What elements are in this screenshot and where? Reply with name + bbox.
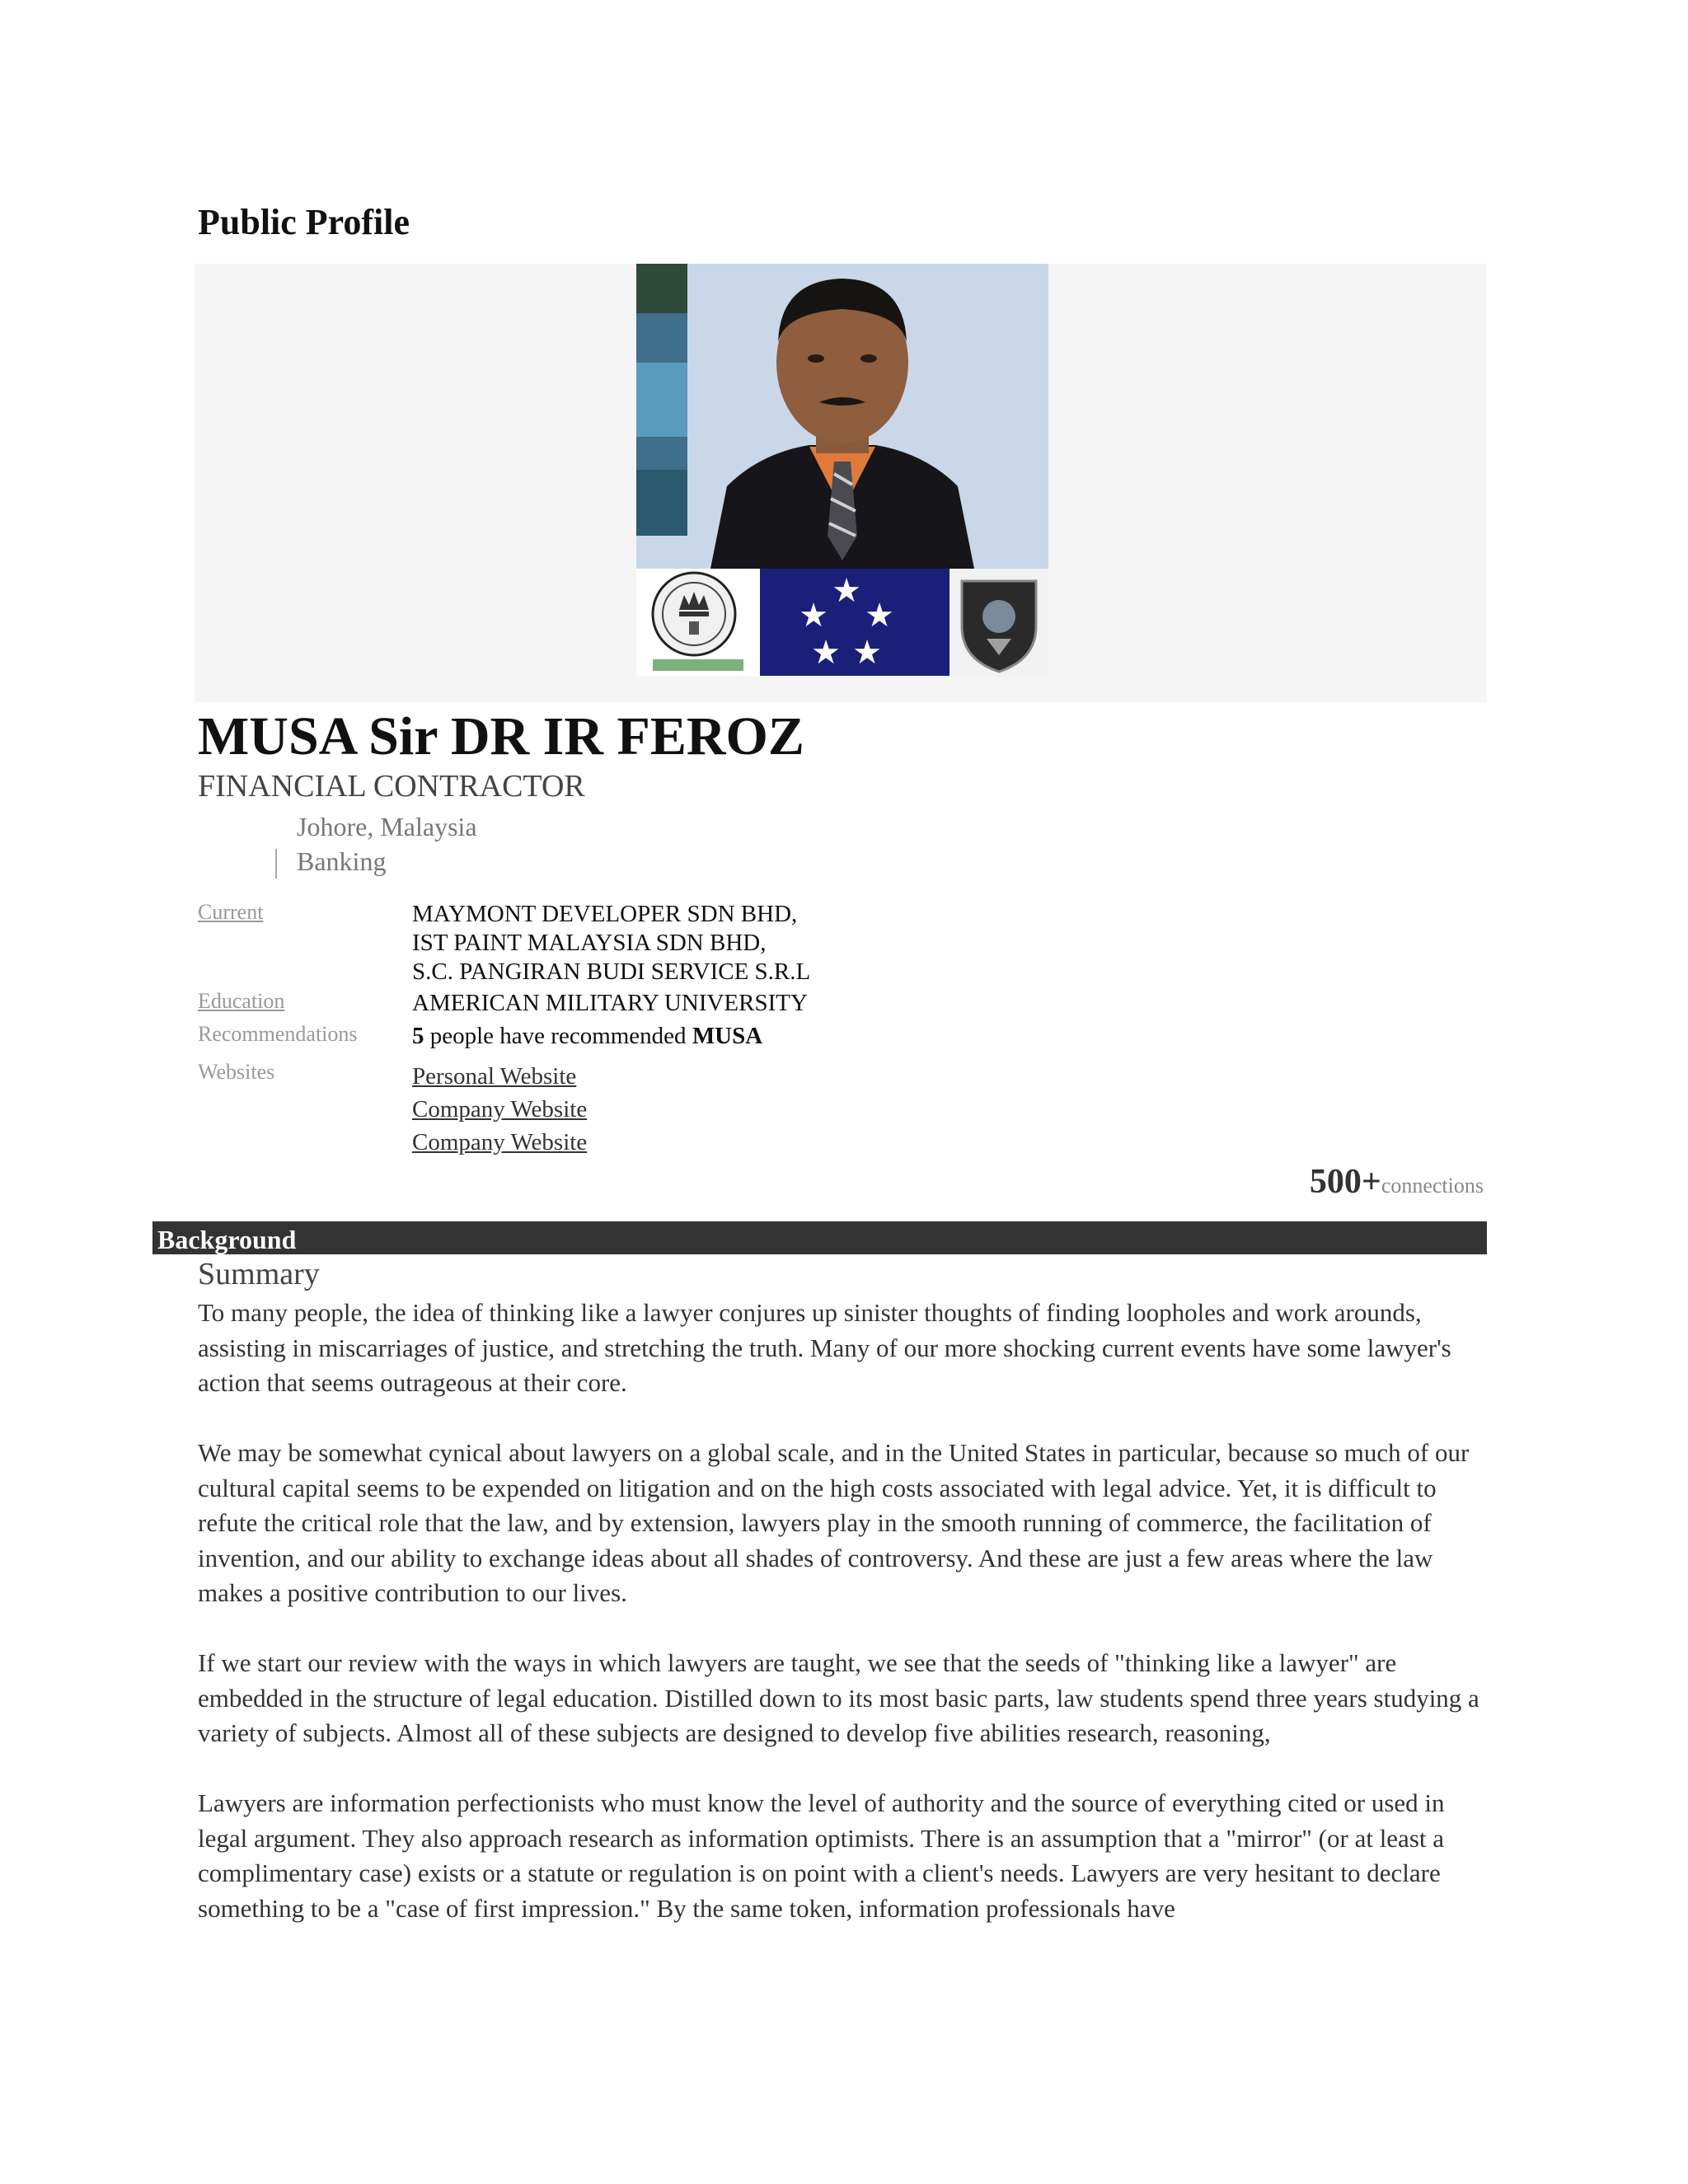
portrait-photo-icon <box>636 264 1048 676</box>
profile-banner <box>195 264 1487 702</box>
profile-photo[interactable] <box>636 264 1048 676</box>
info-recommendations <box>198 1022 1187 1060</box>
location-industry <box>275 809 477 879</box>
connections-number: 500+ <box>1309 1163 1381 1201</box>
summary-paragraph: If we start our review with the ways in which lawyers are taught, we see that the seeds of "thinking like a lawyer" are embedded in the structure of legal education. Distilled down to its most basic parts, law students spend three years studying a variety of subjects. Almost all of these subjects are designed to develop five abilities research, reasoning, <box>198 1648 1479 1747</box>
current-company: S.C. PANGIRAN BUDI SERVICE S.R.L <box>412 958 811 985</box>
recommendations-text: people have recommended <box>429 1023 687 1049</box>
background-section-bar <box>152 1221 1487 1254</box>
info-education <box>198 989 1187 1022</box>
svg-text:★: ★ <box>865 597 894 635</box>
connections-count <box>1310 1162 1484 1202</box>
shield-emblem-icon <box>950 569 1048 676</box>
stars-flag-icon <box>760 569 950 676</box>
profile-info <box>198 900 1187 1159</box>
education-value: AMERICAN MILITARY UNIVERSITY <box>412 990 808 1016</box>
profile-location: Johore, Malaysia <box>297 812 477 841</box>
background-title: Background <box>157 1225 297 1254</box>
profile-headline: FINANCIAL CONTRACTOR <box>198 769 585 804</box>
current-company: IST PAINT MALAYSIA SDN BHD, <box>412 930 767 956</box>
current-company: MAYMONT DEVELOPER SDN BHD, <box>412 901 798 927</box>
summary-paragraph: Lawyers are information perfectionists who must know the level of authority and the source of everything cited or used in legal argument. They also approach research as information optimists. There is an assumption that a "mirror" (or at least a complimentary case) exists or a statute or regulation is on point with a client's needs. Lawyers are very hesitant to declare something to be a "case of first impression." By the same token, information professionals have <box>198 1788 1445 1923</box>
websites-label: Websites <box>198 1060 275 1084</box>
recommendations-name: MUSA <box>692 1023 763 1049</box>
profile-industry: Banking <box>275 844 477 879</box>
website-link-company[interactable]: Company Website <box>412 1129 588 1155</box>
recommendations-count: 5 <box>412 1023 424 1049</box>
summary-paragraph: To many people, the idea of thinking like a lawyer conjures up sinister thoughts of finding loopholes and work arounds, assisting in miscarriages of justice, and stretching the truth. Many of our more shocking current events have some lawyer's action that seems outrageous at their core. <box>198 1298 1451 1397</box>
info-current <box>198 900 1187 989</box>
website-link-company[interactable]: Company Website <box>412 1096 588 1122</box>
svg-text:★: ★ <box>799 597 828 635</box>
connections-label: connections <box>1381 1174 1484 1197</box>
svg-text:★: ★ <box>832 572 861 610</box>
current-label[interactable]: Current <box>198 900 264 924</box>
website-link-personal[interactable]: Personal Website <box>412 1063 577 1090</box>
svg-text:★: ★ <box>811 634 841 672</box>
summary-heading: Summary <box>198 1257 320 1291</box>
summary-paragraph: We may be somewhat cynical about lawyers on a global scale, and in the United States in particular, because so much of our cultural capital seems to be expended on litigation and on the high costs associated with legal advice. Yet, it is difficult to refute the critical role that the law, and by extension, lawyers play in the smooth running of commerce, the facilitation of invention, and our ability to exchange ideas about all shades of controversy. And these are just a few areas where the law makes a positive contribution to our lives. <box>198 1438 1470 1607</box>
recommendations-value <box>412 1022 1187 1051</box>
svg-text:★: ★ <box>852 634 882 672</box>
current-values <box>412 900 1187 987</box>
summary-text <box>198 1296 1493 1961</box>
websites-list <box>412 1060 1187 1159</box>
education-label[interactable]: Education <box>198 989 285 1013</box>
info-websites <box>198 1060 1187 1159</box>
page-title: Public Profile <box>198 202 410 242</box>
recommendations-label: Recommendations <box>198 1022 358 1046</box>
profile-name: MUSA Sir DR IR FEROZ <box>198 706 804 766</box>
